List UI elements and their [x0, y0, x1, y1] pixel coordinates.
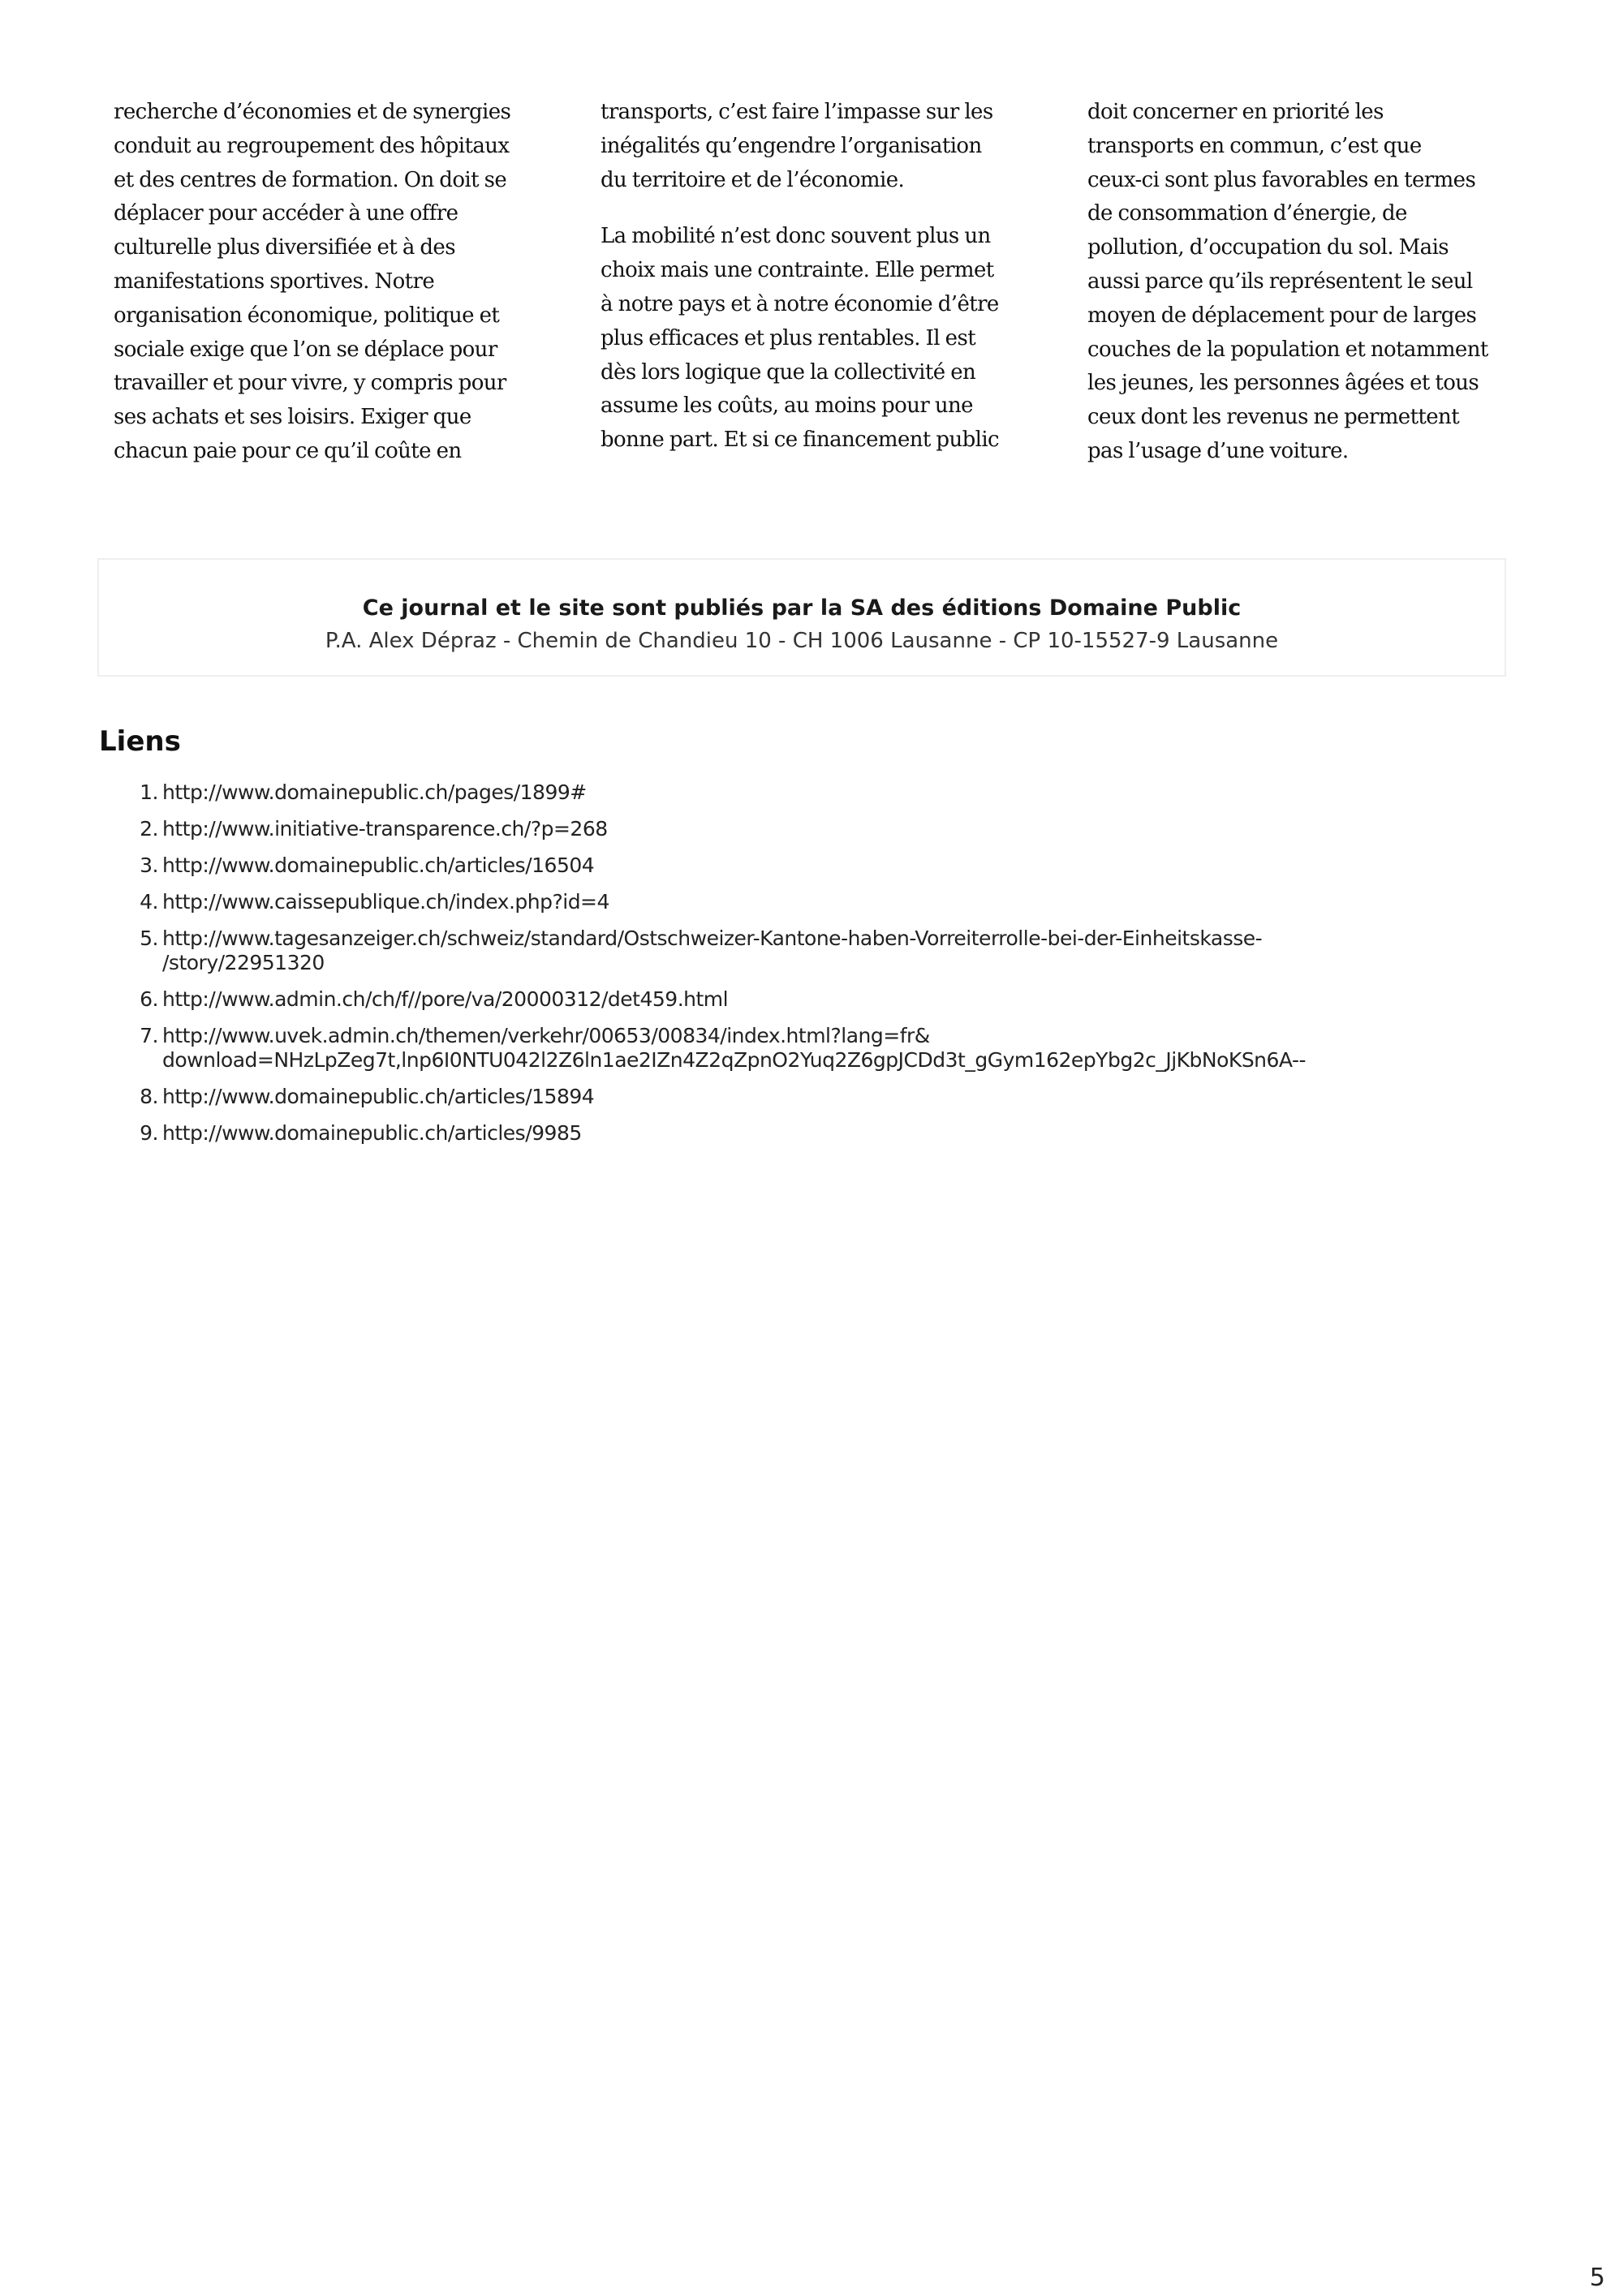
text-line: et des centres de formation. On doit se [114, 167, 507, 192]
text-line: bonne part. Et si ce financement public [601, 428, 1000, 453]
link-url[interactable] [162, 853, 594, 878]
text-line: déplacer pour accéder à une offre [114, 201, 458, 226]
link-url-line: http://www.domainepublic.ch/pages/1899# [162, 780, 587, 804]
link-url-line: http://www.admin.ch/ch/f//pore/va/20000312/det459.html [162, 987, 729, 1011]
text-line: aussi parce qu’ils représentent le seul [1087, 269, 1473, 294]
link-item [122, 1121, 1534, 1146]
article-columns [114, 96, 1518, 492]
links-heading: Liens [99, 725, 181, 758]
link-url[interactable] [162, 780, 587, 805]
link-number: 1. [140, 780, 158, 804]
text-line: assume les coûts, au moins pour une [601, 393, 973, 419]
text-line: transports en commun, c’est que [1087, 133, 1422, 158]
text-line: les jeunes, les personnes âgées et tous [1087, 371, 1479, 396]
link-item [122, 853, 1534, 878]
link-url[interactable] [162, 927, 1262, 975]
page-number: 5 [1589, 2264, 1605, 2292]
link-number: 9. [140, 1121, 158, 1145]
text-line: pas l’usage d’une voiture. [1087, 438, 1349, 463]
link-url-line: http://www.caissepublique.ch/index.php?id=4 [162, 890, 609, 914]
article-column-2 [601, 96, 1031, 492]
link-item [122, 780, 1534, 805]
link-item [122, 890, 1534, 914]
text-line: pollution, d’occupation du sol. Mais [1087, 235, 1449, 260]
link-number: 3. [140, 853, 158, 877]
link-item [122, 987, 1534, 1012]
publisher-title: Ce journal et le site sont publiés par la SA des éditions Domaine Public [362, 595, 1242, 621]
text-line: ceux dont les revenus ne permettent [1087, 405, 1460, 430]
article-column-3 [1087, 96, 1518, 492]
text-line: culturelle plus diversifiée et à des [114, 235, 455, 260]
text-line: doit concerner en priorité les [1087, 100, 1384, 124]
link-number: 8. [140, 1085, 158, 1108]
text-line: de consommation d’énergie, de [1087, 201, 1407, 226]
text-line: à notre pays et à notre économie d’être [601, 291, 999, 316]
link-url-line: /story/22951320 [162, 951, 325, 974]
link-url[interactable] [162, 987, 728, 1012]
text-line: manifestations sportives. Notre [114, 269, 435, 294]
link-url[interactable] [162, 1024, 1306, 1073]
link-url-line: http://www.domainepublic.ch/articles/15894 [162, 1085, 595, 1108]
text-line: couches de la population et notamment [1087, 337, 1488, 362]
text-line: organisation économique, politique et [114, 303, 500, 328]
link-url-line: http://www.initiative-transparence.ch/?p=268 [162, 817, 608, 841]
paragraph [601, 96, 1031, 197]
text-line: transports, c’est faire l’impasse sur les [601, 100, 993, 124]
link-item [122, 1024, 1534, 1073]
text-line: ses achats et ses loisirs. Exiger que [114, 405, 471, 430]
paragraph [114, 96, 544, 469]
link-url[interactable] [162, 890, 609, 914]
link-number: 4. [140, 890, 158, 914]
text-line: du territoire et de l’économie. [601, 167, 905, 192]
text-line: travailler et pour vivre, y compris pour [114, 371, 506, 396]
text-line: moyen de déplacement pour de larges [1087, 303, 1477, 328]
text-line: choix mais une contrainte. Elle permet [601, 258, 994, 283]
text-line: recherche d’économies et de synergies [114, 100, 511, 124]
text-line: La mobilité n’est donc souvent plus un [601, 224, 991, 249]
text-line: plus efficaces et plus rentables. Il est [601, 325, 976, 350]
text-line: inégalités qu’engendre l’organisation [601, 133, 982, 158]
article-column-1 [114, 96, 544, 492]
links-list [122, 780, 1534, 1158]
publisher-box [97, 558, 1506, 677]
link-url-line: http://www.uvek.admin.ch/themen/verkehr/00653/00834/index.html?lang=fr& [162, 1024, 930, 1047]
link-item [122, 817, 1534, 841]
link-url[interactable] [162, 1121, 582, 1146]
link-number: 6. [140, 987, 158, 1011]
link-item [122, 927, 1534, 975]
link-url-line: http://www.domainepublic.ch/articles/9985 [162, 1121, 582, 1145]
text-line: ceux-ci sont plus favorables en termes [1087, 167, 1476, 192]
link-number: 5. [140, 927, 158, 950]
text-line: sociale exige que l’on se déplace pour [114, 337, 497, 362]
text-line: dès lors logique que la collectivité en [601, 359, 976, 385]
link-item [122, 1085, 1534, 1109]
paragraph [601, 220, 1031, 458]
publisher-address: P.A. Alex Dépraz - Chemin de Chandieu 10 - CH 1006 Lausanne - CP 10-15527-9 Lausanne [325, 629, 1279, 653]
text-line: chacun paie pour ce qu’il coûte en [114, 438, 462, 463]
link-number: 2. [140, 817, 158, 841]
link-url-line: download=NHzLpZeg7t,lnp6I0NTU042l2Z6ln1ae2IZn4Z2qZpnO2Yuq2Z6gpJCDd3t_gGym162epYbg2c_JjKbNoKSn6A-- [162, 1048, 1307, 1072]
text-line: conduit au regroupement des hôpitaux [114, 133, 510, 158]
link-url[interactable] [162, 1085, 594, 1109]
link-url[interactable] [162, 817, 608, 841]
link-number: 7. [140, 1024, 158, 1047]
link-url-line: http://www.domainepublic.ch/articles/16504 [162, 853, 595, 877]
paragraph [1087, 96, 1518, 469]
link-url-line: http://www.tagesanzeiger.ch/schweiz/standard/Ostschweizer-Kantone-haben-Vorreiterrolle-bei-der-Einheitskasse- [162, 927, 1263, 950]
